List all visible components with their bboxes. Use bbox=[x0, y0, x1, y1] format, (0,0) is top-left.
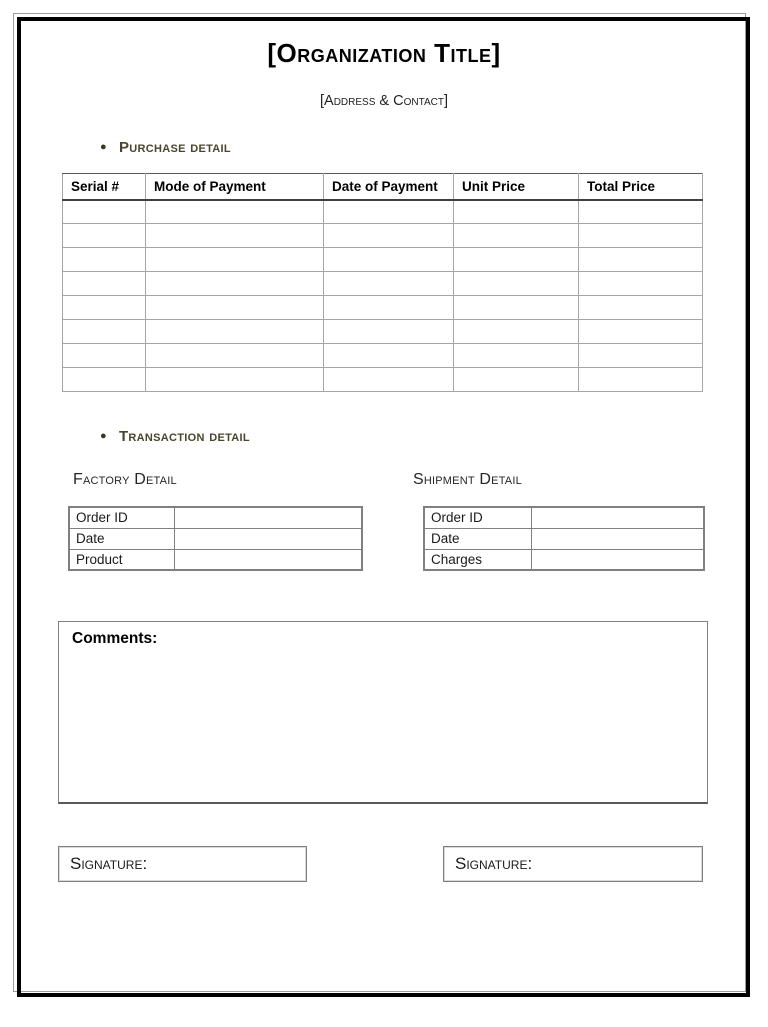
purchase-table-cell[interactable] bbox=[63, 320, 146, 344]
purchase-table-cell[interactable] bbox=[146, 344, 324, 368]
field-value-cell[interactable] bbox=[175, 549, 362, 570]
purchase-table-cell[interactable] bbox=[63, 272, 146, 296]
bullet-icon: ● bbox=[100, 430, 107, 442]
comments-box[interactable] bbox=[58, 621, 708, 804]
field-value-cell[interactable] bbox=[532, 549, 704, 570]
section-heading-purchase-detail bbox=[62, 139, 706, 156]
section-heading-label: Purchase detail bbox=[118, 139, 231, 156]
purchase-table-row bbox=[63, 296, 703, 320]
field-label-date: Date bbox=[69, 528, 175, 549]
field-value-cell[interactable] bbox=[175, 507, 362, 528]
purchase-table-cell[interactable] bbox=[454, 248, 579, 272]
purchase-table-row bbox=[63, 272, 703, 296]
purchase-table-cell[interactable] bbox=[579, 368, 703, 392]
purchase-table-cell[interactable] bbox=[63, 368, 146, 392]
signature-label: Signature: bbox=[455, 854, 533, 873]
section-heading-label: Transaction detail bbox=[118, 428, 250, 445]
shipment-detail-table bbox=[423, 506, 705, 571]
purchase-table-cell[interactable] bbox=[579, 320, 703, 344]
purchase-table-cell[interactable] bbox=[324, 248, 454, 272]
column-header-date-of-payment: Date of Payment bbox=[324, 174, 454, 200]
purchase-table-cell[interactable] bbox=[454, 344, 579, 368]
field-value-cell[interactable] bbox=[532, 507, 704, 528]
purchase-table-cell[interactable] bbox=[146, 272, 324, 296]
purchase-table-row bbox=[63, 320, 703, 344]
purchase-table-cell[interactable] bbox=[454, 224, 579, 248]
purchase-table-row bbox=[63, 200, 703, 224]
column-header-serial: Serial # bbox=[63, 174, 146, 200]
purchase-table-cell[interactable] bbox=[454, 320, 579, 344]
purchase-table-cell[interactable] bbox=[579, 344, 703, 368]
purchase-table-cell[interactable] bbox=[63, 248, 146, 272]
field-value-cell[interactable] bbox=[175, 528, 362, 549]
purchase-table-cell[interactable] bbox=[454, 200, 579, 224]
table-row bbox=[69, 528, 362, 549]
purchase-table-cell[interactable] bbox=[579, 248, 703, 272]
factory-detail-label: Factory Detail bbox=[73, 471, 177, 488]
purchase-table-cell[interactable] bbox=[324, 200, 454, 224]
purchase-table-cell[interactable] bbox=[63, 296, 146, 320]
field-label-product: Product bbox=[69, 549, 175, 570]
purchase-table-cell[interactable] bbox=[146, 224, 324, 248]
transaction-detail-columns bbox=[62, 471, 706, 571]
purchase-table-header-row bbox=[63, 174, 703, 200]
purchase-table-row bbox=[63, 248, 703, 272]
bullet-icon: ● bbox=[100, 141, 107, 153]
table-row bbox=[424, 549, 704, 570]
page-subtitle: [Address & Contact] bbox=[320, 93, 448, 109]
purchase-table-row bbox=[63, 344, 703, 368]
purchase-table-cell[interactable] bbox=[63, 224, 146, 248]
purchase-table-cell[interactable] bbox=[63, 200, 146, 224]
signature-label: Signature: bbox=[70, 854, 148, 873]
factory-detail-column bbox=[68, 471, 363, 571]
purchase-table-cell[interactable] bbox=[324, 344, 454, 368]
section-heading-transaction-detail bbox=[62, 428, 706, 445]
signature-box-left[interactable] bbox=[58, 846, 307, 882]
purchase-table-cell[interactable] bbox=[146, 368, 324, 392]
purchase-table-cell[interactable] bbox=[324, 296, 454, 320]
purchase-table-cell[interactable] bbox=[63, 344, 146, 368]
table-row bbox=[69, 507, 362, 528]
purchase-table-cell[interactable] bbox=[324, 224, 454, 248]
purchase-table-cell[interactable] bbox=[146, 296, 324, 320]
purchase-table-cell[interactable] bbox=[146, 200, 324, 224]
table-row bbox=[424, 507, 704, 528]
signature-box-right[interactable] bbox=[443, 846, 703, 882]
purchase-table bbox=[62, 173, 703, 392]
field-label-order-id: Order ID bbox=[424, 507, 532, 528]
factory-detail-table bbox=[68, 506, 363, 571]
table-row bbox=[69, 549, 362, 570]
purchase-table-cell[interactable] bbox=[454, 272, 579, 296]
purchase-table-row bbox=[63, 368, 703, 392]
shipment-detail-label: Shipment Detail bbox=[413, 471, 522, 488]
column-header-mode-of-payment: Mode of Payment bbox=[146, 174, 324, 200]
purchase-table-cell[interactable] bbox=[324, 368, 454, 392]
purchase-table-cell[interactable] bbox=[454, 368, 579, 392]
table-row bbox=[424, 528, 704, 549]
page-content bbox=[62, 30, 706, 882]
page-title: [Organization Title] bbox=[267, 38, 501, 68]
field-value-cell[interactable] bbox=[532, 528, 704, 549]
purchase-table-cell[interactable] bbox=[146, 320, 324, 344]
purchase-table-cell[interactable] bbox=[579, 272, 703, 296]
column-header-unit-price: Unit Price bbox=[454, 174, 579, 200]
purchase-table-row bbox=[63, 224, 703, 248]
comments-label: Comments: bbox=[72, 630, 158, 647]
field-label-charges: Charges bbox=[424, 549, 532, 570]
signature-row bbox=[58, 846, 706, 882]
shipment-detail-column bbox=[413, 471, 705, 571]
purchase-table-cell[interactable] bbox=[146, 248, 324, 272]
field-label-date: Date bbox=[424, 528, 532, 549]
field-label-order-id: Order ID bbox=[69, 507, 175, 528]
purchase-table-cell[interactable] bbox=[454, 296, 579, 320]
purchase-table-cell[interactable] bbox=[579, 296, 703, 320]
purchase-table-cell[interactable] bbox=[324, 272, 454, 296]
purchase-table-cell[interactable] bbox=[579, 224, 703, 248]
purchase-table-cell[interactable] bbox=[579, 200, 703, 224]
purchase-table-cell[interactable] bbox=[324, 320, 454, 344]
column-header-total-price: Total Price bbox=[579, 174, 703, 200]
